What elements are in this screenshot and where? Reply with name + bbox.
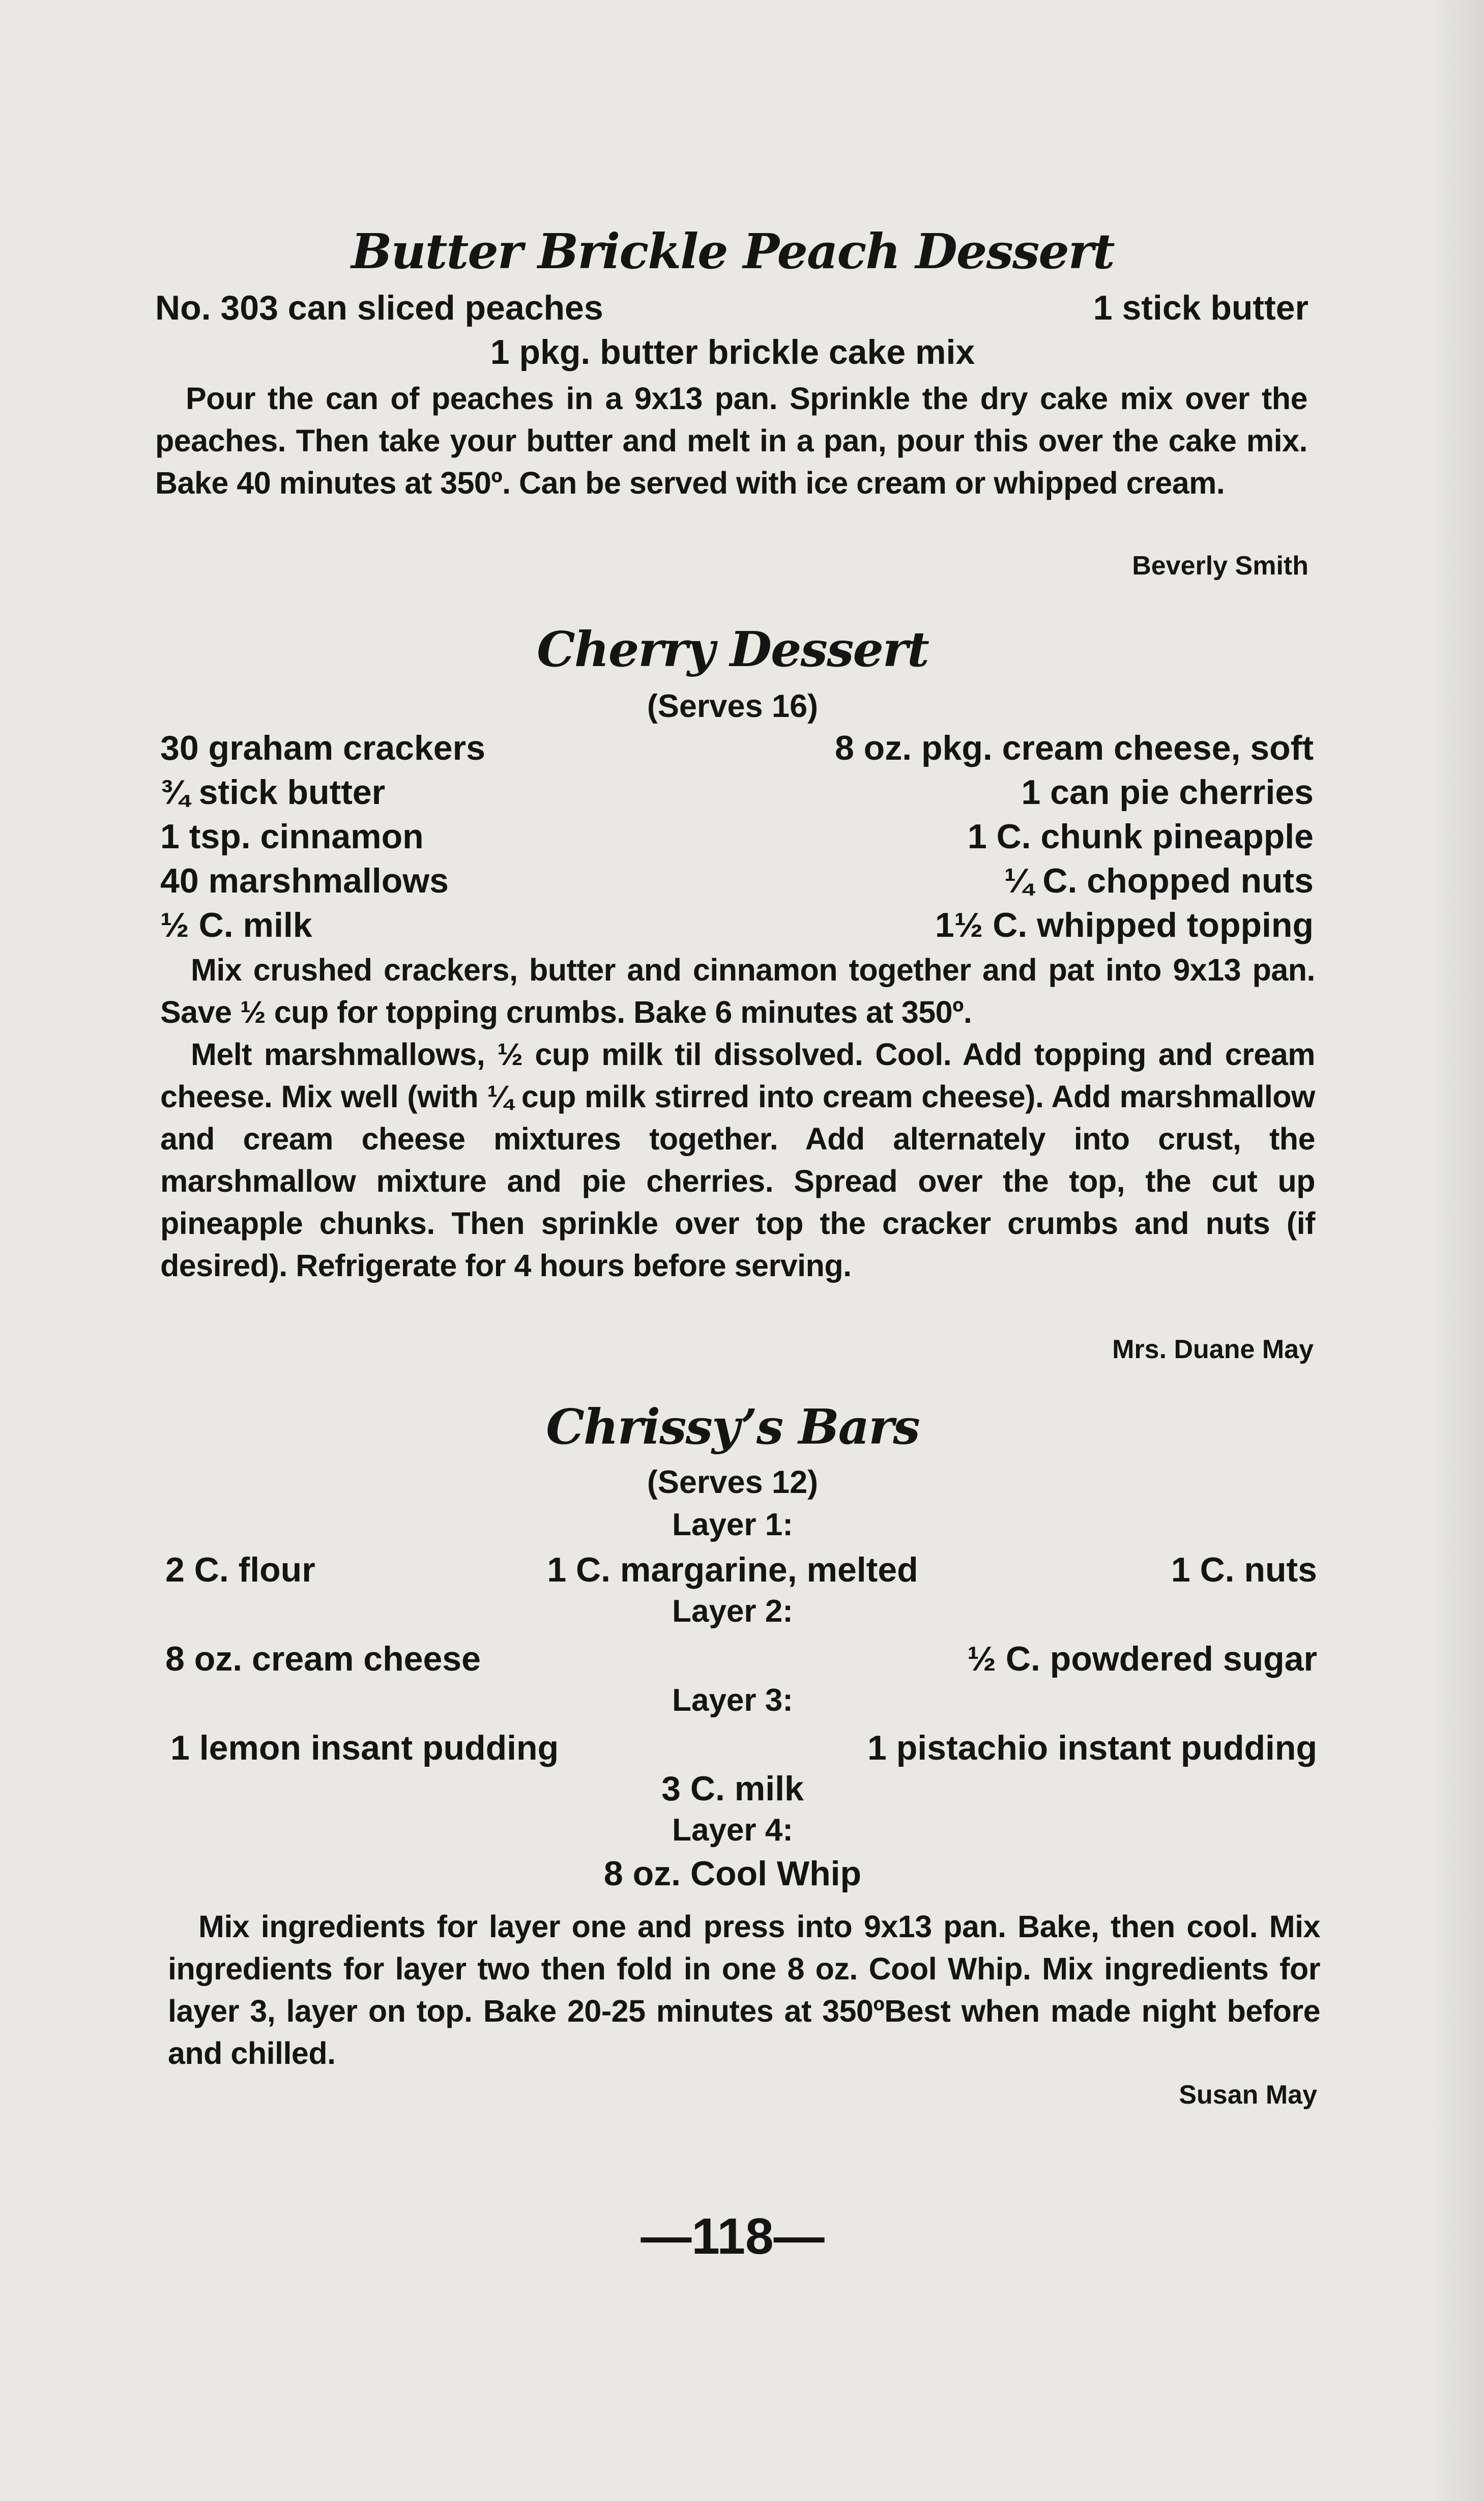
ingredient: 1 can pie cherries <box>1021 773 1314 812</box>
ingredient: 8 oz. cream cheese <box>165 1640 481 1678</box>
serves-cherry: (Serves 16) <box>647 688 819 724</box>
ingredient: 1 C. nuts <box>1171 1550 1317 1589</box>
ingredient: ½ C. milk <box>160 906 312 944</box>
page-edge-shadow <box>1428 0 1484 2501</box>
ingredient: 8 oz. Cool Whip <box>603 1854 862 1893</box>
directions-paragraph: Pour the can of peaches in a 9x13 pan. Sprinkle the dry cake mix over the peaches. Then take your butter and melt in a pan, pour this over the cake mix. Bake 40 minutes at 350º. Can be served with ice cream or whipped cream. <box>155 381 1307 500</box>
ingredient: 1 C. margarine, melted <box>547 1550 918 1589</box>
page-number: —118— <box>641 2208 825 2265</box>
directions-chrissy <box>168 1906 1320 2075</box>
ingredient: 1½ C. whipped topping <box>935 906 1314 944</box>
author-chrissy: Susan May <box>1179 2080 1317 2110</box>
directions-paragraph: Melt marshmallows, ½ cup milk til dissolved. Cool. Add topping and cream cheese. Mix well (with ¼ cup milk stirred into cream cheese). Add marshmallow and cream cheese mixtures together. Add alternately into crust, the marshmallow mixture and pie cherries. Spread over the top, the cut up pineapple chunks. Then sprinkle over top the cracker crumbs and nuts (if desired). Refrigerate for 4 hours before serving. <box>160 1037 1315 1283</box>
ingredient: ¾ stick butter <box>160 773 386 812</box>
ingredient: ½ C. powdered sugar <box>967 1640 1317 1678</box>
ingredient: 1 pkg. butter brickle cake mix <box>490 333 975 371</box>
author-cherry: Mrs. Duane May <box>1112 1335 1314 1364</box>
directions-peach <box>155 378 1307 504</box>
ingredient: 40 marshmallows <box>160 861 449 900</box>
recipe-title-peach: Butter Brickle Peach Dessert <box>351 223 1114 280</box>
ingredient: No. 303 can sliced peaches <box>155 289 603 327</box>
directions-paragraph: Mix crushed crackers, butter and cinnamon together and pat into 9x13 pan. Save ½ cup for topping crumbs. Bake 6 minutes at 350º. <box>160 953 1315 1029</box>
ingredient: 30 graham crackers <box>160 729 485 767</box>
ingredient: 1 lemon insant pudding <box>170 1729 559 1767</box>
ingredient: ¼ C. chopped nuts <box>1004 861 1314 900</box>
directions-paragraph: Mix ingredients for layer one and press into 9x13 pan. Bake, then cool. Mix ingredients for layer two then fold in one 8 oz. Cool Whip. Mix ingredients for layer 3, layer on top. Bake 20-25 minutes at 350ºBest when made night before and chilled. <box>168 1909 1320 2071</box>
directions-cherry <box>160 949 1315 1287</box>
ingredient: 1 tsp. cinnamon <box>160 817 424 856</box>
layer-label: Layer 1: <box>672 1507 793 1542</box>
recipe-title-cherry: Cherry Dessert <box>537 621 928 678</box>
ingredient: 1 stick butter <box>1093 289 1308 327</box>
ingredient: 8 oz. pkg. cream cheese, soft <box>834 729 1314 767</box>
ingredient: 3 C. milk <box>661 1769 804 1808</box>
author-peach: Beverly Smith <box>1132 551 1308 581</box>
layer-label: Layer 3: <box>672 1683 793 1718</box>
ingredient: 1 C. chunk pineapple <box>967 817 1314 856</box>
ingredient: 2 C. flour <box>165 1550 315 1589</box>
layer-label: Layer 2: <box>672 1594 793 1629</box>
recipe-title-chrissy: Chrissy’s Bars <box>546 1399 919 1455</box>
layer-label: Layer 4: <box>672 1813 793 1848</box>
ingredient: 1 pistachio instant pudding <box>867 1729 1317 1767</box>
serves-chrissy: (Serves 12) <box>647 1464 819 1500</box>
